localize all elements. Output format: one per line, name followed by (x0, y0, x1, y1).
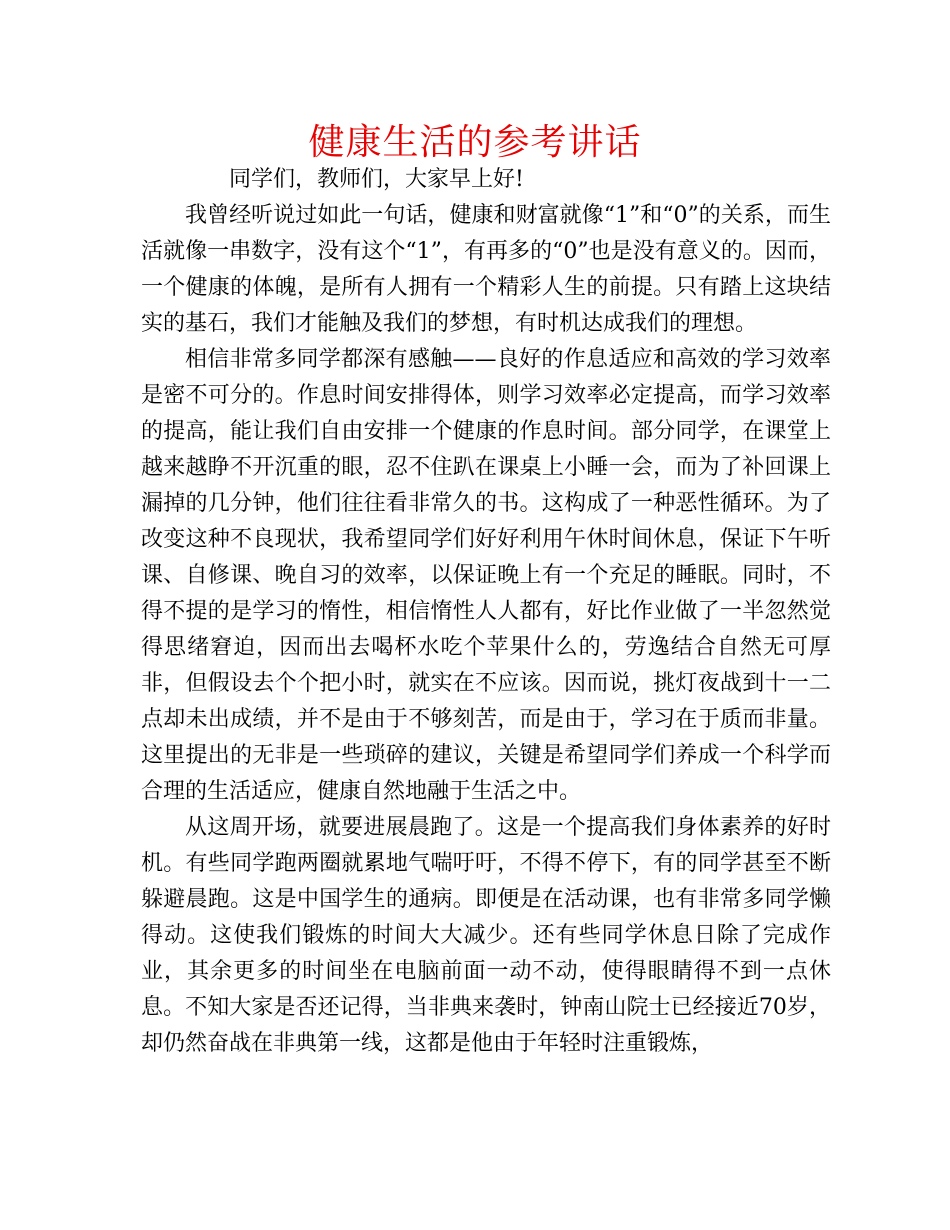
document-body (141, 162, 831, 1062)
greeting-line: 同学们，教师们，大家早上好! (229, 167, 524, 192)
paragraph-3: 从这周开场，就要进展晨跑了。这是一个提高我们身体素养的好时机。有些同学跑两圈就累地气喘吁吁，不得不停下，有的同学甚至不断躲避晨跑。这是中国学生的通病。即便是在活动课，也有非常多同学懒得动。这使我们锻炼的时间大大减少。还有些同学休息日除了完成作业，其余更多的时间坐在电脑前面一动不动，使得眼睛得不到一点休息。不知大家是否还记得，当非典来袭时，钟南山院士已经接近70岁，却仍然奋战在非典第一线，这都是他由于年轻时注重锻炼， (141, 815, 831, 1056)
paragraph-2: 相信非常多同学都深有感触——良好的作息适应和高效的学习效率是密不可分的。作息时间安排得体，则学习效率必定提高，而学习效率的提高，能让我们自由安排一个健康的作息时间。部分同学，在课堂上越来越睁不开沉重的眼，忍不住趴在课桌上小睡一会，而为了补回课上漏掉的几分钟，他们往往看非常久的书。这构成了一种恶性循环。为了改变这种不良现状，我希望同学们好好利用午休时间休息，保证下午听课、自修课、晚自习的效率，以保证晚上有一个充足的睡眠。同时，不得不提的是学习的惰性，相信惰性人人都有，好比作业做了一半忽然觉得思绪窘迫，因而出去喝杯水吃个苹果什么的，劳逸结合自然无可厚非，但假设去个个把小时，就实在不应该。因而说，挑灯夜战到十一二点却未出成绩，并不是由于不够刻苦，而是由于，学习在于质而非量。这里提出的无非是一些琐碎的建议，关键是希望同学们养成一个科学而合理的生活适应，健康自然地融于生活之中。 (141, 347, 831, 804)
paragraph-1: 我曾经听说过如此一句话，健康和财富就像“1”和“0”的关系，而生活就像一串数字，没有这个“1”，有再多的“0”也是没有意义的。因而，一个健康的体魄，是所有人拥有一个精彩人生的前提。只有踏上这块结实的基石，我们才能触及我们的梦想，有时机达成我们的理想。 (141, 203, 831, 336)
document-title: 健康生活的参考讲话 (308, 122, 642, 163)
